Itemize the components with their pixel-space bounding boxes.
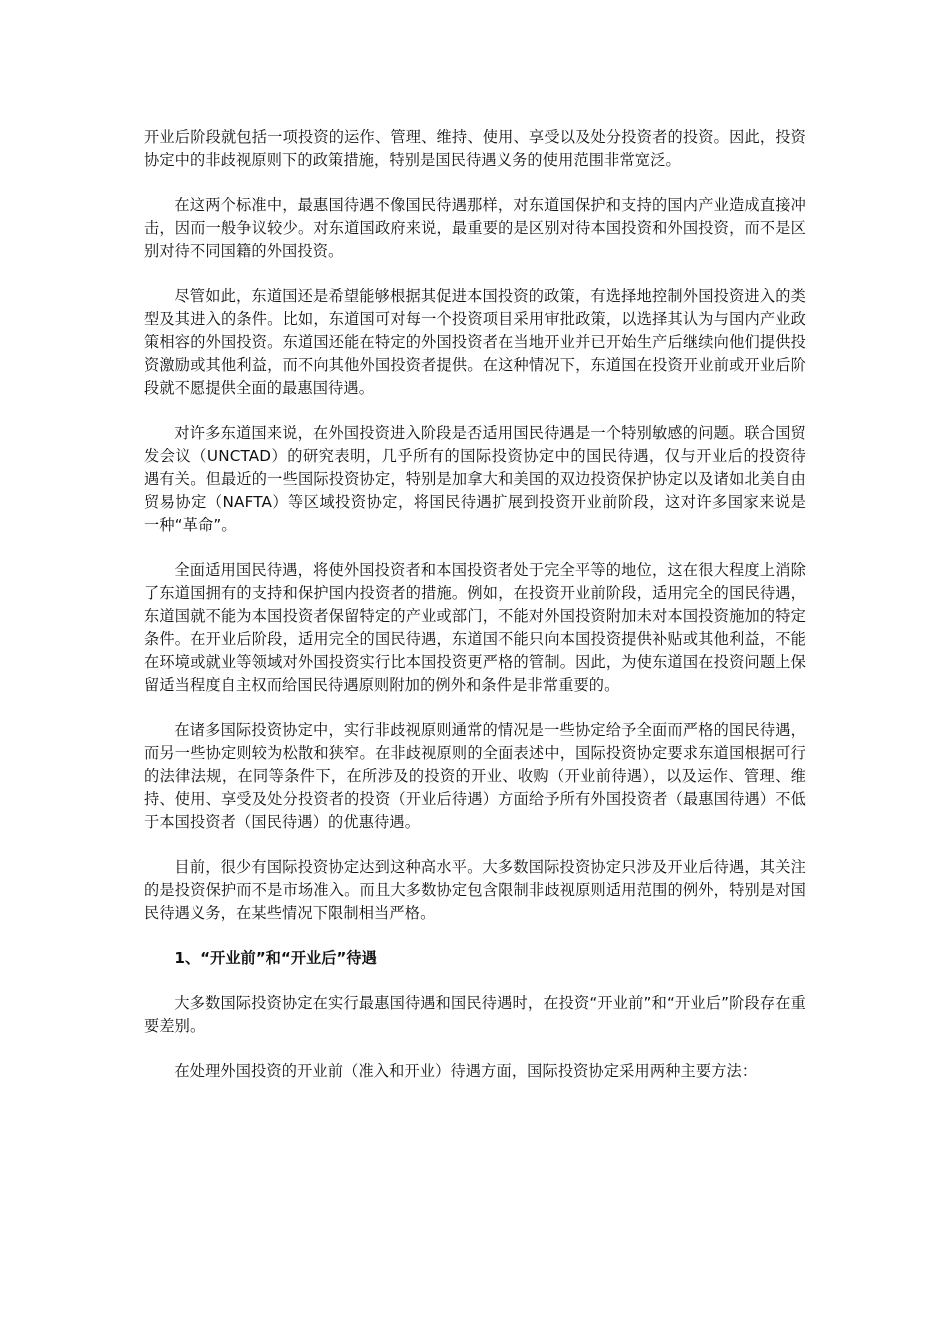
paragraph-current-level: 目前，很少有国际投资协定达到这种高水平。大多数国际投资协定只涉及开业后待遇，其关注的是投资保护而不是市场准入。而且大多数协定包含限制非歧视原则适用范围的例外，特别是对国民待遇义务，在某些情况下限制相当严格。 — [144, 858, 806, 922]
paragraph-continuation: 开业后阶段就包括一项投资的运作、管理、维持、使用、享受以及处分投资者的投资。因此，投资协定中的非歧视原则下的政策措施，特别是国民待遇义务的使用范围非常宽泛。 — [144, 128, 806, 169]
paragraph-full-national-treatment: 全面适用国民待遇，将使外国投资者和本国投资者处于完全平等的地位，这在很大程度上消除了东道国拥有的支持和保护国内投资者的措施。例如，在投资开业前阶段，适用完全的国民待遇，东道国就不能为本国投资者保留特定的产业或部门，不能对外国投资附加未对本国投资施加的特定条件。在开业后阶段，适用完全的国民待遇，东道国不能只向本国投资提供补贴或其他利益，不能在环境或就业等领域对外国投资实行比本国投资更严格的管制。因此，为使东道国在投资问题上保留适当程度自主权而给国民待遇原则附加的例外和条件是非常重要的。 — [144, 561, 806, 694]
paragraph-two-approaches: 在处理外国投资的开业前（准入和开业）待遇方面，国际投资协定采用两种主要方法： — [174, 1062, 758, 1080]
paragraph-stage-differences: 大多数国际投资协定在实行最惠国待遇和国民待遇时，在投资“开业前”和“开业后”阶段存在重要差别。 — [144, 994, 806, 1035]
document-body — [144, 126, 806, 1105]
paragraph-selective-control: 尽管如此，东道国还是希望能够根据其促进本国投资的政策，有选择地控制外国投资进入的类型及其进入的条件。比如，东道国可对每一个投资项目采用审批政策，以选择其认为与国内产业政策相容的外国投资。东道国还能在特定的外国投资者在当地开业并已开始生产后继续向他们提供投资激励或其他利益，而不向其他外国投资者提供。在这种情况下，东道国在投资开业前或开业后阶段就不愿提供全面的最惠国待遇。 — [144, 287, 806, 397]
paragraph-entry-stage: 对许多东道国来说，在外国投资进入阶段是否适用国民待遇是一个特别敏感的问题。联合国贸发会议（UNCTAD）的研究表明，几乎所有的国际投资协定中的国民待遇，仅与开业后的投资待遇有关。但最近的一些国际投资协定，特别是加拿大和美国的双边投资保护协定以及诸如北美自由贸易协定（NAFTA）等区域投资协定，将国民待遇扩展到投资开业前阶段，这对许多国家来说是一种“革命”。 — [144, 424, 806, 534]
section-heading: 1、“开业前”和“开业后”待遇 — [174, 949, 377, 967]
paragraph-non-discrimination: 在诸多国际投资协定中，实行非歧视原则通常的情况是一些协定给予全面而严格的国民待遇，而另一些协定则较为松散和狭窄。在非歧视原则的全面表述中，国际投资协定要求东道国根据可行的法律法规，在同等条件下，在所涉及的投资的开业、收购（开业前待遇），以及运作、管理、维持、使用、享受及处分投资者的投资（开业后待遇）方面给予所有外国投资者（最惠国待遇）不低于本国投资者（国民待遇）的优惠待遇。 — [144, 721, 806, 831]
paragraph-standards-comparison: 在这两个标准中，最惠国待遇不像国民待遇那样，对东道国保护和支持的国内产业造成直接冲击，因而一般争议较少。对东道国政府来说，最重要的是区别对待本国投资和外国投资，而不是区别对待不同国籍的外国投资。 — [144, 196, 806, 260]
